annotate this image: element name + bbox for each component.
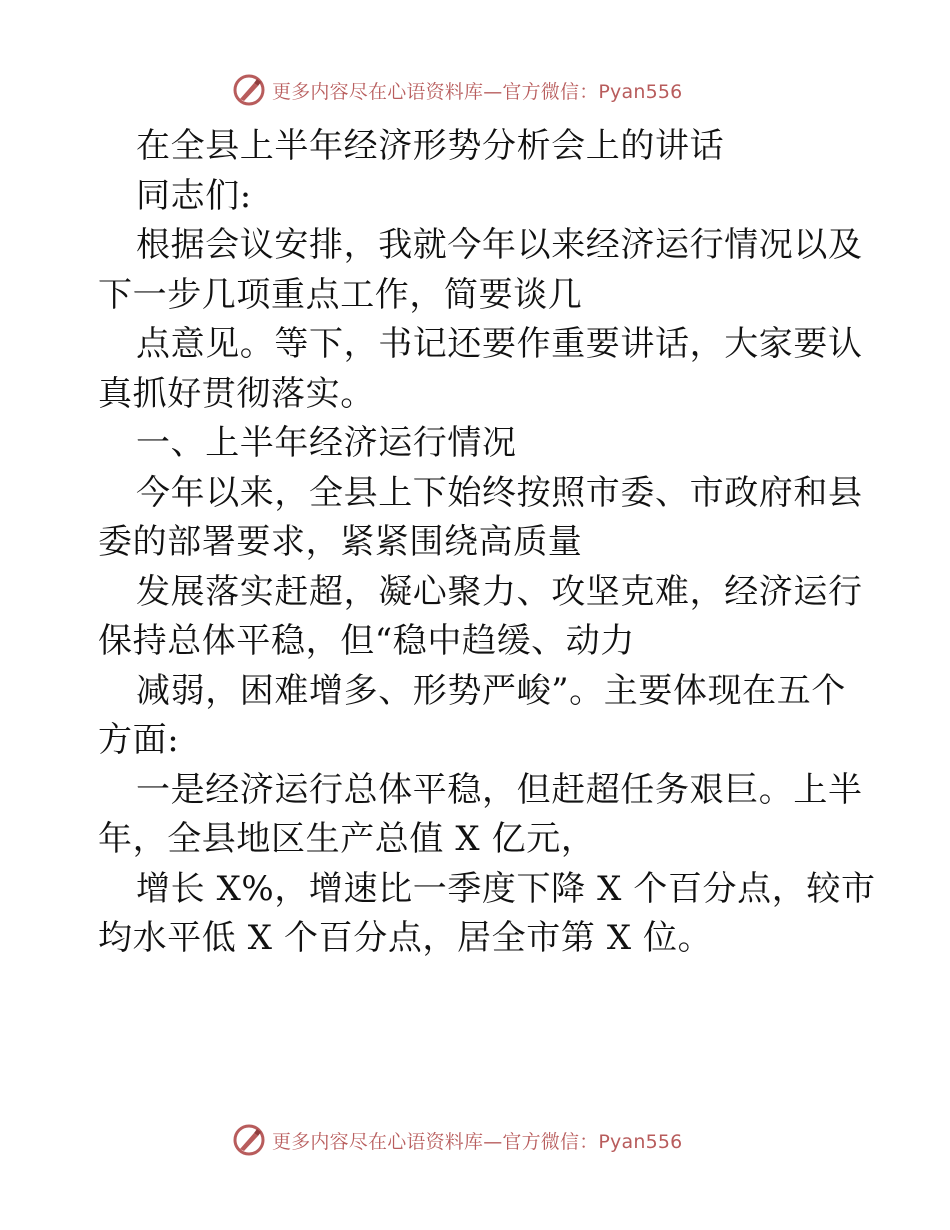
text-line: 今年以来，全县上下始终按照市委、市政府和县 (136, 472, 863, 513)
text-line: 下一步几项重点工作，简要谈几 (98, 274, 583, 315)
text-line: 方面: (98, 720, 180, 760)
text-line: 一、上半年经济运行情况 (136, 423, 517, 463)
text-line: 在全县上半年经济形势分析会上的讲话 (136, 126, 725, 166)
text-line: 均水平低 X 个百分点，居全市第 X 位。 (98, 918, 713, 958)
text-line: 发展落实赶超，凝心聚力、攻坚克难，经济运行 (136, 571, 863, 612)
text-line: 减弱，困难增多、形势严峻”。主要体现在五个 (136, 670, 846, 711)
footer-watermark (232, 1120, 732, 1160)
header-watermark (232, 70, 732, 110)
text-line: 一是经济运行总体平稳，但赶超任务艰巨。上半 (136, 769, 863, 810)
text-line: 委的部署要求，紧紧围绕高质量 (98, 522, 583, 562)
text-line: 点意见。等下，书记还要作重要讲话，大家要认 (136, 324, 863, 364)
text-line: 根据会议安排，我就今年以来经济运行情况以及 (136, 225, 863, 265)
document-body (98, 122, 876, 964)
text-line: 保持总体平稳，但“稳中趋缓、动力 (98, 621, 635, 661)
watermark-text: 更多内容尽在心语资料库—官方微信：Pyan556 (272, 80, 683, 103)
text-line: 真抓好贯彻落实。 (98, 373, 375, 414)
pen-logo-icon (232, 73, 266, 107)
pen-logo-icon (232, 1123, 266, 1157)
watermark-text: 更多内容尽在心语资料库—官方微信：Pyan556 (272, 1130, 683, 1153)
text-line: 年，全县地区生产总值 X 亿元， (98, 819, 596, 859)
text-line: 同志们: (136, 175, 252, 216)
text-line: 增长 X%，增速比一季度下降 X 个百分点，较市 (136, 868, 876, 909)
